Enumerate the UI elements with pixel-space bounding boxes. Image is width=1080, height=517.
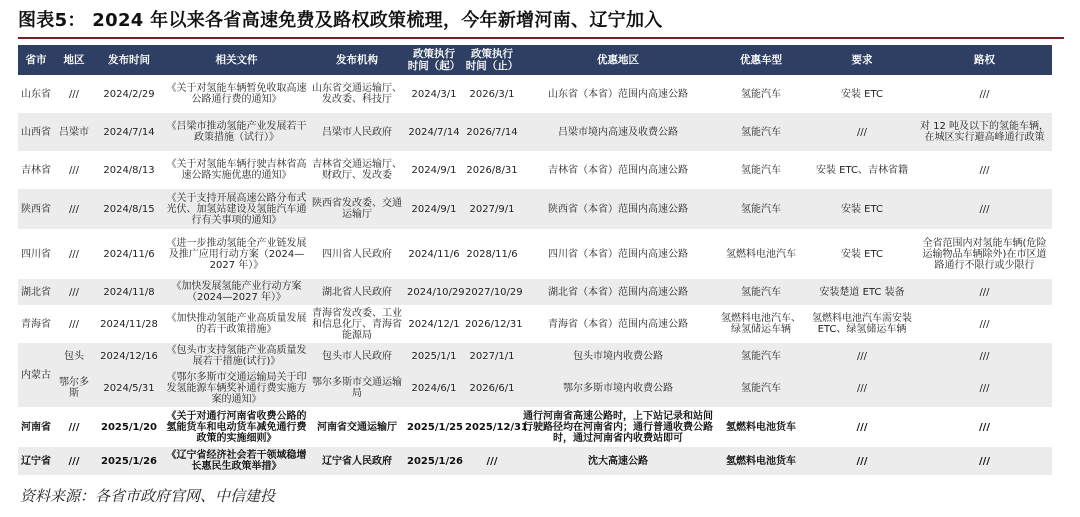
cell-organization: 湖北省人民政府 [309,279,405,305]
cell-region: /// [68,421,80,433]
cell-road-right: /// [917,189,1052,229]
header-vehicle: 优惠车型 [715,45,807,75]
cell-requirement: /// [807,113,917,151]
cell-document: 《关于支持开展高速公路分布式光伏、加氢站建设及氢能汽车通行有关事项的通知》 [164,189,309,229]
cell-road-right: 对 12 吨及以下的氢能车辆，在城区实行避高峰通行政策 [917,113,1052,151]
cell-road-right: /// [979,318,990,330]
cell-end: 2027/10/29 [463,279,521,305]
source-note: 资料来源：各省市政府官网、中信建投 [20,487,276,505]
table-row [18,369,1052,407]
cell-start: 2024/3/1 [411,88,457,100]
cell-vehicle: 氢燃料电池货车 [715,447,807,475]
cell-end: 2026/6/1 [463,369,521,407]
header-area: 优惠地区 [521,45,715,75]
cell-requirement: 氢燃料电池汽车需安装 ETC、绿氢储运车辆 [812,313,912,335]
cell-area: 四川省（本省）范围内高速公路 [548,248,688,260]
header-region: 地区 [54,45,94,75]
cell-area: 沈大高速公路 [521,447,715,475]
cell-area: 包头市境内收费公路 [521,343,715,369]
cell-province: 辽宁省 [18,447,54,475]
cell-vehicle: 氢能汽车 [715,113,807,151]
cell-province: 四川省 [21,248,51,260]
cell-vehicle: 氢能汽车 [741,88,781,100]
cell-road-right: /// [979,88,990,100]
cell-requirement: /// [856,421,868,433]
table-row [18,229,1052,279]
cell-date: 2024/7/14 [94,113,164,151]
cell-region: 吕梁市 [54,113,94,151]
cell-province: 山西省 [18,113,54,151]
cell-area: 湖北省（本省）范围内高速公路 [521,279,715,305]
figure-title: 图表5： 2024 年以来各省高速免费及路权政策梳理，今年新增河南、辽宁加入 [18,10,663,31]
cell-road-right: /// [917,279,1052,305]
table-row [18,279,1052,305]
table-row [18,305,1052,343]
cell-province: 吉林省 [21,164,51,176]
cell-document: 《关于对通行河南省收费公路的氢能货车和电动货车减免通行费政策的实施细则》 [166,410,307,444]
policy-table [18,45,1052,475]
cell-area: 吕梁市境内高速及收费公路 [521,113,715,151]
header-province: 省市 [18,45,54,75]
table-row [18,447,1052,475]
cell-vehicle: 氢能汽车 [741,164,781,176]
cell-vehicle: 氢能汽车 [715,369,807,407]
cell-vehicle: 氢能汽车 [715,189,807,229]
cell-region: /// [54,189,94,229]
cell-document: 《关于对氢能车辆行驶吉林省高速公路实施优惠的通知》 [166,159,307,181]
cell-road-right: /// [917,447,1052,475]
cell-start: 2025/1/25 [407,421,464,433]
cell-requirement: 安装楚道 ETC 装备 [807,279,917,305]
cell-area: 陕西省（本省）范围内高速公路 [521,189,715,229]
header-road-right: 路权 [917,45,1052,75]
table-row [18,151,1052,189]
cell-document: 《关于对氢能车辆暂免收取高速公路通行费的通知》 [166,83,307,105]
cell-organization: 包头市人民政府 [309,343,405,369]
cell-requirement: 安装 ETC [840,248,883,260]
cell-organization: 辽宁省人民政府 [309,447,405,475]
cell-vehicle: 氢燃料电池货车 [726,421,796,433]
cell-vehicle: 氢能汽车 [715,343,807,369]
cell-document: 《包头市支持氢能产业高质量发展若干措施(试行)》 [164,343,309,369]
header-organization: 发布机构 [309,45,405,75]
cell-start: 2024/12/1 [408,318,460,330]
table-row [18,189,1052,229]
cell-date: 2024/11/28 [100,318,158,330]
cell-organization: 河南省交通运输厅 [317,421,397,433]
cell-province: 湖北省 [18,279,54,305]
cell-region: /// [54,279,94,305]
header-document: 相关文件 [164,45,309,75]
cell-document: 《加快推动氢能产业高质量发展的若干政策措施》 [166,313,307,335]
cell-requirement: /// [807,447,917,475]
cell-road-right: 全省范围内对氢能车辆(危险运输物品车辆除外)在市区道路通行不限行或少限行 [922,237,1047,271]
cell-requirement: /// [807,343,917,369]
cell-organization: 鄂尔多斯市交通运输局 [309,369,405,407]
header-start: 政策执行 时间（起） [405,45,463,75]
cell-vehicle: 氢燃料电池汽车 [726,248,796,260]
cell-document: 《加快发展氢能产业行动方案（2024—2027 年）》 [164,279,309,305]
cell-document: 《鄂尔多斯市交通运输局关于印发氢能源车辆奖补通行费实施方案的通知》 [164,369,309,407]
cell-region: /// [68,248,80,260]
header-date: 发布时间 [94,45,164,75]
cell-date: 2024/11/6 [103,248,155,260]
cell-start: 2024/9/1 [405,189,463,229]
cell-end: 2028/11/6 [466,248,518,260]
cell-road-right: /// [979,421,990,433]
cell-area: 通行河南省高速公路时，上下站记录和站间行驶路径均在河南省内；通行普通收费公路时，通过河南省内收费站即可 [523,410,713,444]
cell-end: 2025/12/31 [465,421,528,433]
cell-document: 《吕梁市推动氢能产业发展若干政策措施（试行）》 [164,113,309,151]
table-header-row [18,45,1052,75]
cell-end: 2026/8/31 [466,164,518,176]
cell-start: 2024/11/6 [408,248,460,260]
cell-date: 2025/1/20 [100,421,157,433]
cell-end: 2027/9/1 [463,189,521,229]
cell-requirement: /// [807,369,917,407]
table-row [18,75,1052,113]
cell-end: 2026/7/14 [463,113,521,151]
cell-start: 2025/1/1 [405,343,463,369]
cell-vehicle: 氢燃料电池汽车、绿氢储运车辆 [721,313,801,335]
cell-start: 2024/7/14 [405,113,463,151]
cell-area: 鄂尔多斯市境内收费公路 [521,369,715,407]
cell-date: 2024/11/8 [94,279,164,305]
cell-document: 《辽宁省经济社会若干领域稳增长惠民生政策举措》 [164,447,309,475]
cell-organization: 陕西省发改委、交通运输厅 [309,189,405,229]
cell-date: 2024/8/15 [94,189,164,229]
cell-organization: 四川省人民政府 [322,248,392,260]
cell-area: 吉林省（本省）范围内高速公路 [548,164,688,176]
cell-province: 内蒙古 [18,343,54,407]
header-end: 政策执行 时间（止） [463,45,521,75]
cell-region: 鄂尔多斯 [54,369,94,407]
cell-province: 山东省 [21,88,51,100]
cell-start: 2024/9/1 [411,164,457,176]
cell-end: 2026/12/31 [465,318,523,330]
header-requirement: 要求 [807,45,917,75]
cell-date: 2024/5/31 [94,369,164,407]
cell-province: 青海省 [21,318,51,330]
cell-area: 青海省（本省）范围内高速公路 [548,318,688,330]
cell-area: 山东省（本省）范围内高速公路 [548,88,688,100]
cell-date: 2024/12/16 [94,343,164,369]
cell-province: 陕西省 [18,189,54,229]
cell-province: 河南省 [21,421,51,433]
cell-start: 2025/1/26 [405,447,463,475]
cell-organization: 山东省交通运输厅、发改委、科技厅 [312,83,402,105]
cell-region: /// [68,318,80,330]
cell-start: 2024/10/29 [405,279,463,305]
cell-road-right: /// [917,369,1052,407]
cell-date: 2025/1/26 [94,447,164,475]
cell-start: 2024/6/1 [405,369,463,407]
cell-end: 2026/3/1 [469,88,515,100]
cell-date: 2024/2/29 [103,88,155,100]
table-row [18,407,1052,447]
cell-date: 2024/8/13 [103,164,155,176]
cell-region: 包头 [54,343,94,369]
cell-road-right: /// [917,343,1052,369]
cell-end: 2027/1/1 [463,343,521,369]
cell-requirement: 安装 ETC、吉林省籍 [815,164,908,176]
table-row [18,343,1052,369]
cell-region: /// [68,88,80,100]
title-rule [18,37,1064,39]
cell-road-right: /// [979,164,990,176]
cell-region: /// [68,164,80,176]
table-row [18,113,1052,151]
cell-document: 《进一步推动氢能全产业链发展及推广应用行动方案（2024—2027 年）》 [166,237,307,271]
cell-organization: 青海省发改委、工业和信息化厅、青海省能源局 [312,307,402,341]
cell-organization: 吉林省交通运输厅、财政厅、发改委 [312,159,402,181]
cell-requirement: 安装 ETC [840,88,883,100]
cell-requirement: 安装 ETC [807,189,917,229]
cell-end: /// [463,447,521,475]
cell-vehicle: 氢能汽车 [715,279,807,305]
cell-region: /// [54,447,94,475]
cell-organization: 吕梁市人民政府 [309,113,405,151]
